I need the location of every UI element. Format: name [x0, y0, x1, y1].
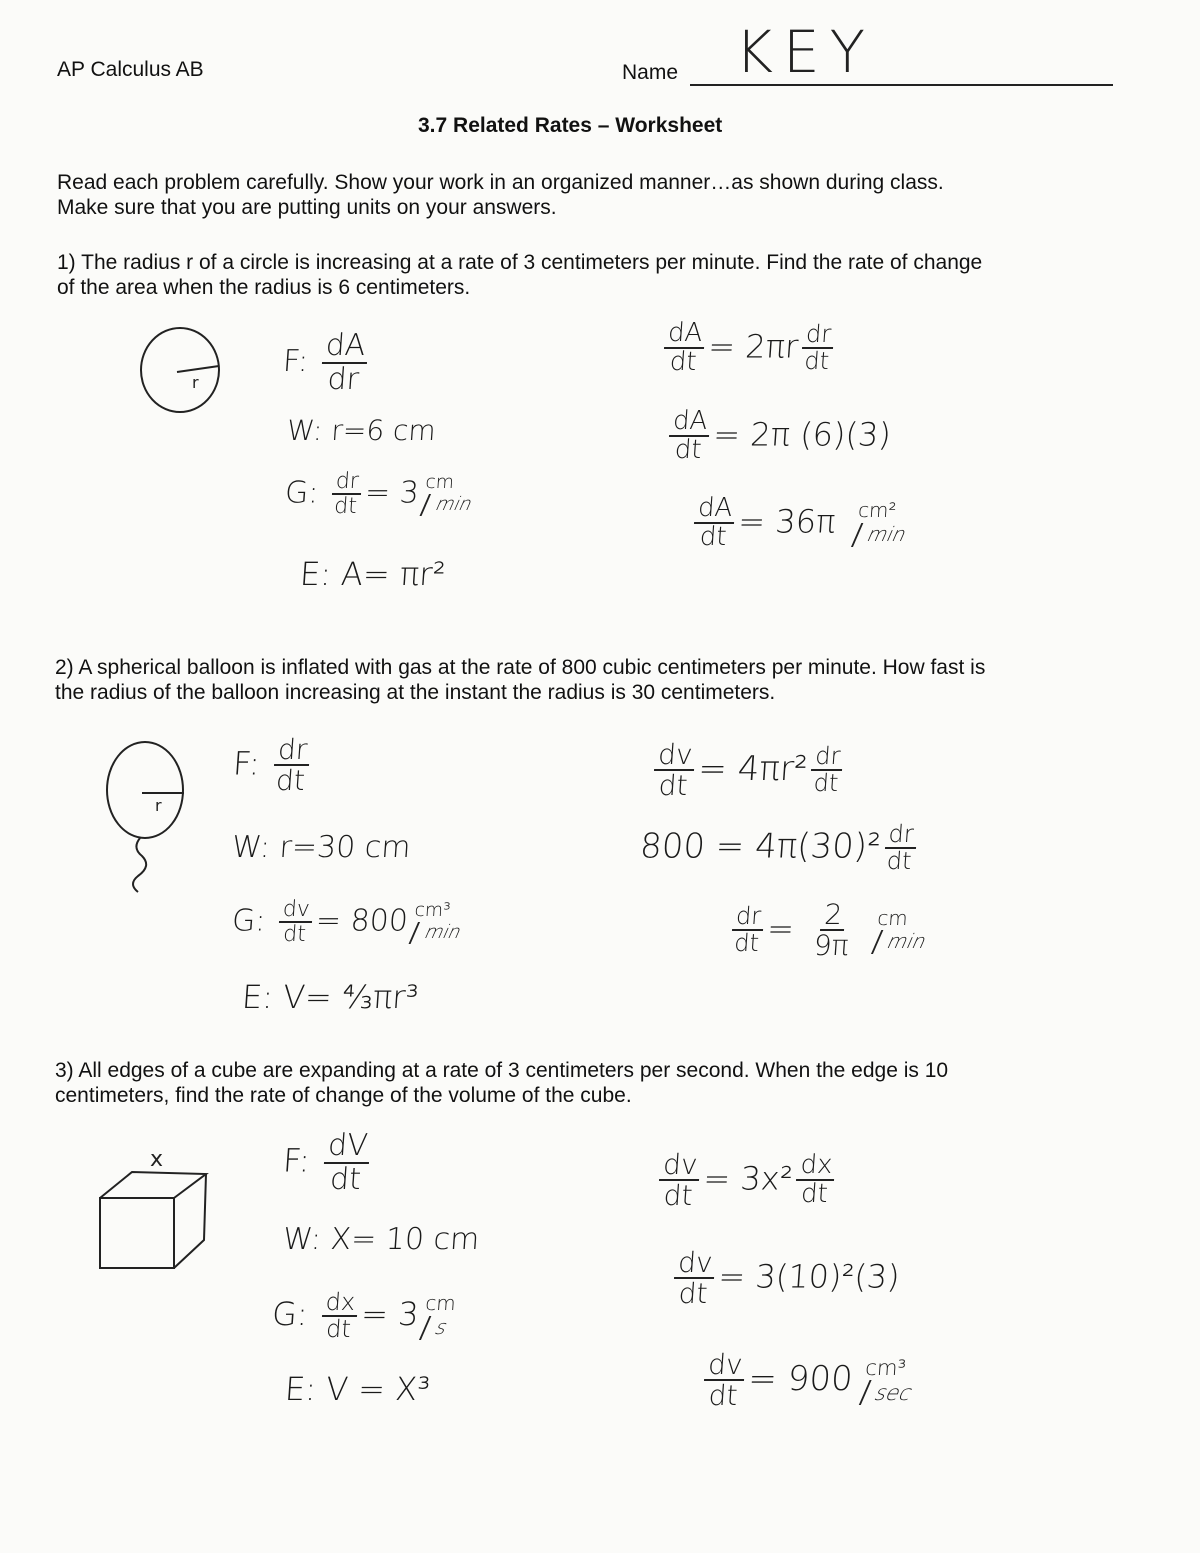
instruction-line: Make sure that you are putting units on your answers.	[57, 196, 557, 219]
problem-1-text: 1) The radius r of a circle is increasing at a rate of 3 centimeters per minute. Find the rate of change of the area when the radius is 6 centimeters.	[57, 251, 983, 299]
p1-work-3: $\frac{dA}{dt}$ = 36π cm² min	[688, 495, 909, 552]
p3-what: W: X= 10 cm	[281, 1222, 481, 1257]
edge-label: x	[150, 1147, 164, 1172]
p3-work-3: $\frac{dv}{dt}$ = 900 cm³ sec	[698, 1350, 914, 1411]
p2-given: G: $\frac{dv}{dt}$ = 800 cm³ min	[230, 897, 465, 948]
cube-diagram	[92, 1140, 222, 1275]
p1-what: W: r=6 cm	[285, 414, 437, 447]
balloon-string	[133, 838, 146, 892]
p3-given: G: $\frac{dx}{dt}$ = 3 cm s	[270, 1288, 457, 1344]
circle-shape	[141, 328, 219, 412]
balloon-shape	[107, 742, 183, 838]
p1-given: G: $\frac{dr}{dt}$ = 3 cm min	[283, 469, 476, 520]
problem-3-text: 3) All edges of a cube are expanding at a rate of 3 centimeters per second. When the edge is 10 centimeters, find the rate of change of the volume of the cube.	[55, 1059, 949, 1107]
cube-front-face	[100, 1198, 174, 1268]
course-title: AP Calculus AB	[57, 58, 204, 81]
p1-work-1: $\frac{dA}{dt}$ = 2πr $\frac{dr}{dt}$	[658, 320, 839, 377]
instructions	[57, 170, 1157, 220]
p2-work-3: $\frac{dr}{dt}$ = $\frac{2}{9\pi}$ cm min	[733, 898, 931, 963]
worksheet-title: 3.7 Related Rates – Worksheet	[418, 114, 723, 137]
balloon-radius-label: r	[155, 796, 162, 815]
radius-line	[177, 366, 219, 372]
p2-equation: E: V= ⁴⁄₃πr³	[240, 978, 420, 1016]
p2-work-1: $\frac{dv}{dt}$ = 4πr² $\frac{dr}{dt}$	[648, 740, 849, 801]
name-field-key: KEY	[735, 18, 876, 86]
name-label: Name	[622, 61, 679, 84]
problem-2-text: 2) A spherical balloon is inflated with gas at the rate of 800 cubic centimeters per minute. How fast is the radius of the balloon increasing at the instant the radius is 30 centimeters.	[55, 656, 986, 704]
p2-work-2: 800 = 4π(30)² $\frac{dr}{dt}$	[638, 822, 921, 874]
p1-equation: E: A= πr²	[298, 555, 447, 593]
p2-what: W: r=30 cm	[230, 830, 412, 865]
p3-work-1: $\frac{dv}{dt}$ = 3x² $\frac{dx}{dt}$	[653, 1150, 841, 1211]
p3-find: F: $\frac{dV}{dt}$	[281, 1130, 376, 1195]
instruction-line: Read each problem carefully. Show your work in an organized manner…as shown during class.	[57, 171, 944, 194]
p3-equation: E: V = X³	[283, 1370, 432, 1408]
p1-find: F: $\frac{dA}{dr}$	[281, 330, 374, 395]
cube-side-face	[174, 1174, 206, 1268]
cube-top-face	[100, 1172, 206, 1198]
p2-find: F: $\frac{dr}{dt}$	[231, 735, 315, 796]
circle-diagram	[132, 320, 232, 420]
p3-work-2: $\frac{dv}{dt}$ = 3(10)²(3)	[668, 1248, 902, 1309]
balloon-diagram	[100, 735, 200, 905]
radius-label: r	[192, 373, 199, 392]
p1-work-2: $\frac{dA}{dt}$ = 2π (6)(3)	[663, 408, 893, 465]
